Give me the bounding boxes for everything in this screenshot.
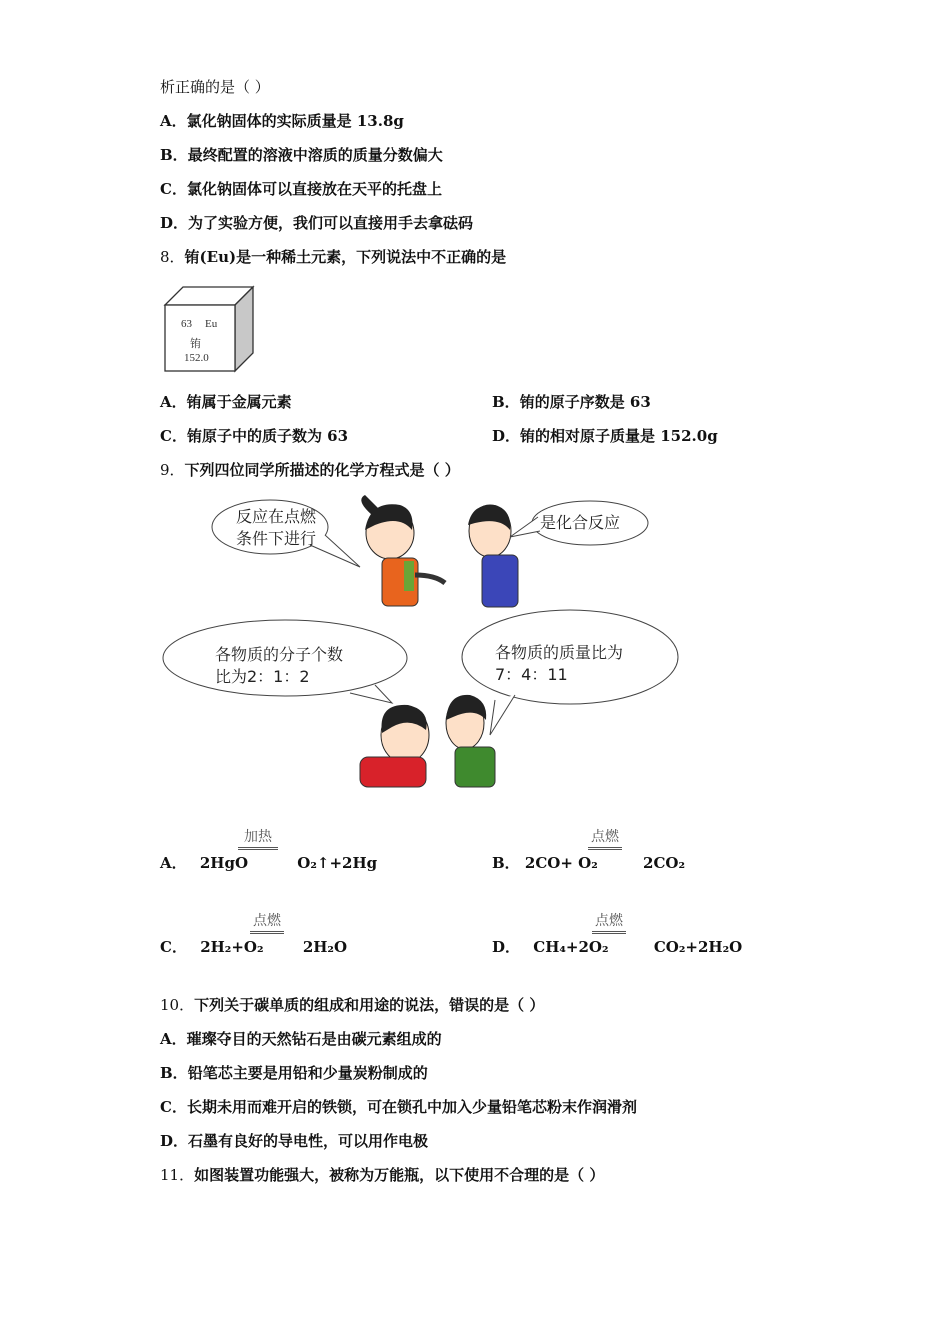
element-name: 铕 — [190, 338, 201, 350]
q8-option-a[interactable]: A．铕属于金属元素 — [160, 393, 292, 411]
q10-option-c[interactable]: C．长期未用而难开启的铁锁，可在锁孔中加入少量铅笔芯粉末作润滑剂 — [160, 1098, 637, 1116]
q9-option-a[interactable]: A． 2HgO 加热 O₂↑+2Hg — [160, 852, 377, 873]
equation-left: CH₄+2O₂ — [533, 938, 609, 956]
q9-option-c[interactable]: C． 2H₂+O₂ 点燃 2H₂O — [160, 936, 347, 957]
equation-left: 2CO+ O₂ — [524, 854, 598, 872]
element-symbol: Eu — [205, 318, 218, 330]
reaction-condition: 加热 — [238, 826, 278, 850]
element-mass: 152.0 — [184, 352, 209, 364]
q8-option-b[interactable]: B．铕的原子序数是 63 — [492, 393, 651, 411]
bubble-1-text: 反应在点燃 条件下进行 — [236, 507, 317, 548]
q9-option-d[interactable]: D． CH₄+2O₂ 点燃 CO₂+2H₂O — [492, 936, 742, 957]
reaction-condition: 点燃 — [588, 826, 622, 850]
q10-stem: 10．下列关于碳单质的组成和用途的说法，错误的是（ ） — [160, 996, 545, 1014]
reaction-condition: 点燃 — [250, 910, 284, 934]
q9-option-b[interactable]: B． 2CO+ O₂ 点燃 2CO₂ — [492, 852, 685, 873]
bubble-3-text: 各物质的分子个数 比为2：1：2 — [215, 645, 344, 686]
reaction-condition: 点燃 — [592, 910, 626, 934]
element-card-cube — [163, 285, 255, 373]
q8-option-d[interactable]: D．铕的相对原子质量是 152.0g — [492, 427, 718, 445]
q7-option-c[interactable]: C．氯化钠固体可以直接放在天平的托盘上 — [160, 180, 442, 198]
q10-option-a[interactable]: A．璀璨夺目的天然钻石是由碳元素组成的 — [160, 1030, 442, 1048]
q10-option-b[interactable]: B．铅笔芯主要是用铅和少量炭粉制成的 — [160, 1064, 428, 1082]
q7-option-b[interactable]: B．最终配置的溶液中溶质的质量分数偏大 — [160, 146, 443, 164]
q7-option-d[interactable]: D．为了实验方便，我们可以直接用手去拿砝码 — [160, 214, 474, 232]
equation-left: 2H₂+O₂ — [200, 938, 264, 956]
equals-bar-icon — [238, 847, 278, 850]
q8-option-c[interactable]: C．铕原子中的质子数为 63 — [160, 427, 349, 445]
bubble-2-text: 是化合反应 — [540, 513, 621, 532]
four-students-illustration — [160, 495, 700, 815]
q11-stem: 11．如图装置功能强大，被称为万能瓶，以下使用不合理的是（ ） — [160, 1166, 605, 1184]
q10-option-d[interactable]: D．石墨有良好的导电性，可以用作电极 — [160, 1132, 429, 1150]
equation-right: 2H₂O — [302, 938, 348, 956]
q9-stem: 9．下列四位同学所描述的化学方程式是（ ） — [160, 461, 460, 479]
equation-left: 2HgO — [199, 854, 249, 872]
element-atomic-number: 63 — [181, 318, 192, 330]
equation-right: 2CO₂ — [643, 854, 686, 872]
equals-bar-icon — [250, 931, 284, 934]
equals-bar-icon — [588, 847, 622, 850]
equation-right: O₂↑+2Hg — [297, 854, 378, 872]
q7-option-a[interactable]: A．氯化钠固体的实际质量是 13.8g — [160, 112, 404, 130]
bubble-4-text: 各物质的质量比为 7：4：11 — [495, 643, 624, 684]
equation-right: CO₂+2H₂O — [653, 938, 743, 956]
q7-stem-tail: 析正确的是（ ） — [160, 78, 270, 96]
q8-stem: 8．铕(Eu)是一种稀土元素，下列说法中不正确的是 — [160, 248, 507, 266]
equals-bar-icon — [592, 931, 626, 934]
